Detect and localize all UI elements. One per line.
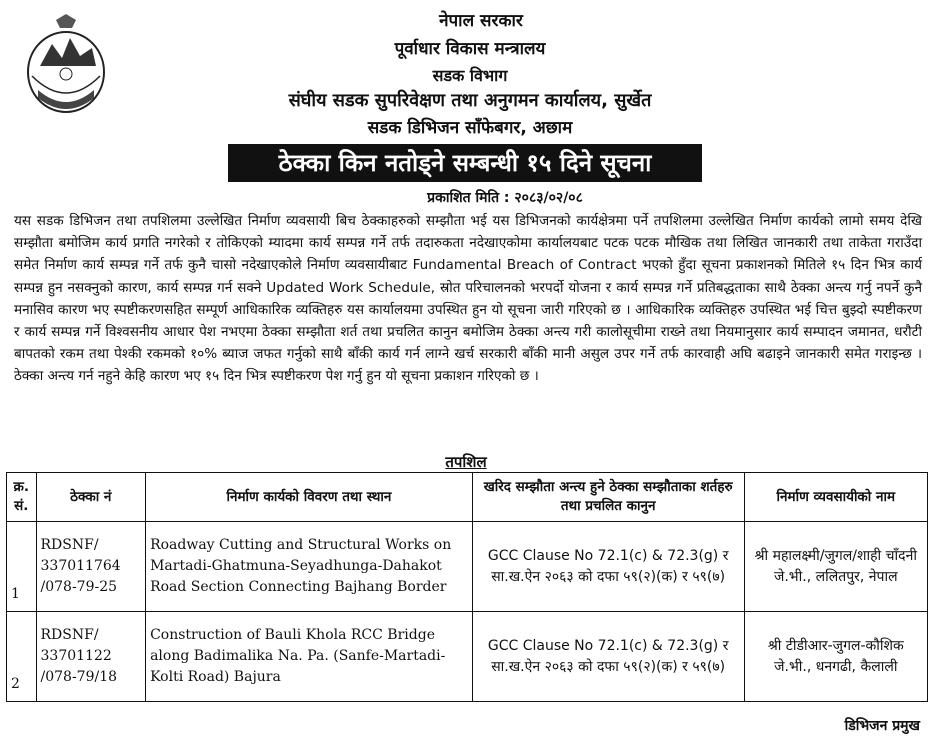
row-clause: GCC Clause No 72.1(c) & 72.3(g) र सा.ख.ऐन २०६३ को दफा ५९(२)(क) र ५९(७) xyxy=(472,612,744,702)
schedule-table xyxy=(6,472,928,702)
row-serial: 1 xyxy=(7,522,37,612)
column-header: ठेक्का नं xyxy=(36,473,146,522)
header-ministry: पूर्वाधार विकास मन्त्रालय xyxy=(394,39,546,59)
row-serial: 2 xyxy=(7,612,37,702)
row-contractor: श्री टीडीआर-जुगल-कौशिक जे.भी., धनगढी, कैलाली xyxy=(744,612,927,702)
column-header: निर्माण व्यवसायीको नाम xyxy=(744,473,927,522)
signature: डिभिजन प्रमुख xyxy=(844,718,920,734)
column-header: निर्माण कार्यको विवरण तथा स्थान xyxy=(146,473,473,522)
row-work-description: Roadway Cutting and Structural Works on Martadi-Ghatmuna-Seyadhunga-Dahakot Road Section Connecting Bajhang Border xyxy=(146,522,473,612)
notice-body: यस सडक डिभिजन तथा तपशिलमा उल्लेखित निर्माण व्यवसायी बिच ठेक्काहरुको सम्झौता भई यस डिभिजनको कार्यक्षेत्रमा पर्ने तपशिलमा उल्लेखित निर्माण कार्यको लामो समय देखि सम्झौता बमोजिम कार्य प्रगति नगरेको र तोकिएको म्यादमा कार्य सम्पन्न गर्ने तर्फ तदारुकता नदेखाएकोमा कार्यालयबाट पटक पटक मौखिक तथा लिखित जानकारी तथा ताकेता गराउँदा समेत निर्माण कार्य सम्पन्न गर्ने तर्फ कुनै चासो नदेखाएकोले निर्माण व्यवसायीबाट Fundamental Breach of Contract भएको हुँदा सूचना प्रकाशनको मितिले १५ दिन भित्र कार्य सम्पन्न हुन नसक्नुको कारण, कार्य सम्पन्न गर्न सक्ने Updated Work Schedule, स्रोत परिचालनको भरपर्दो योजना र कार्य सम्पन्न गर्ने प्रतिबद्धताका साथै ठेक्का अन्त्य गर्नु नपर्ने कुनै मनासिव कारण भए स्पष्टीकरणसहित सम्पूर्ण आधिकारिक व्यक्तिहरु यस कार्यालयमा उपस्थित हुन यो सूचना जारी गरिएको छ । आधिकारिक व्यक्तिहरु उपस्थित भई चित्त बुझ्दो स्पष्टीकरण र कार्य सम्पन्न गर्ने विश्वसनीय आधार पेश नभएमा ठेक्का सम्झौता शर्त तथा प्रचलित कानुन बमोजिम ठेक्का अन्त्य गरी कालोसूचीमा राख्ने तथा नियमानुसार कार्य सम्पादन जमानत, धरौटी बापतको रकम तथा पेश्की रकमको १०% ब्याज जफत गर्नुको साथै बाँकी कार्य गर्न लाग्ने खर्च सरकारी बाँकी मानी असुल उपर गर्ने तर्फ कारवाही अघि बढाइने जानकारी समेत गराइन्छ । ठेक्का अन्त्य गर्न नहुने केहि कारण भए १५ दिन भित्र स्पष्टीकरण पेश गर्नु हुन यो सूचना प्रकाशन गरिएको छ । xyxy=(14,213,922,385)
row-work-description: Construction of Bauli Khola RCC Bridge along Badimalika Na. Pa. (Sanfe-Martadi-Kolti Road) Bajura xyxy=(146,612,473,702)
published-date: प्रकाशित मिति : २०८३/०२/०८ xyxy=(427,190,583,206)
row-contractor: श्री महालक्ष्मी/जुगल/शाही चाँदनी जे.भी., ललितपुर, नेपाल xyxy=(744,522,927,612)
column-header: खरिद सम्झौता अन्त्य हुने ठेक्का सम्झौताका शर्तहरु तथा प्रचलित कानुन xyxy=(472,473,744,522)
table-row xyxy=(7,522,928,612)
header-division: सडक डिभिजन साँफेबगर, अछाम xyxy=(367,118,573,138)
column-header: क्र. सं. xyxy=(7,473,37,522)
header-line-1: नेपाल सरकार xyxy=(439,11,523,31)
nepal-emblem-icon xyxy=(18,14,114,124)
row-contract-no: RDSNF/ 337011764 /078-79-25 xyxy=(36,522,146,612)
header-department: सडक विभाग xyxy=(432,66,508,85)
schedule-label: तपशिल xyxy=(445,453,487,471)
row-contract-no: RDSNF/ 33701122 /078-79/18 xyxy=(36,612,146,702)
row-clause: GCC Clause No 72.1(c) & 72.3(g) र सा.ख.ऐन २०६३ को दफा ५९(२)(क) र ५९(७) xyxy=(472,522,744,612)
notice-title: ठेक्का किन नतोड्ने सम्बन्धी १५ दिने सूचना xyxy=(228,144,702,182)
table-row xyxy=(7,612,928,702)
table-header-row xyxy=(7,473,928,522)
header-office: संघीय सडक सुपरिवेक्षण तथा अनुगमन कार्यालय, सुर्खेत xyxy=(288,90,652,111)
